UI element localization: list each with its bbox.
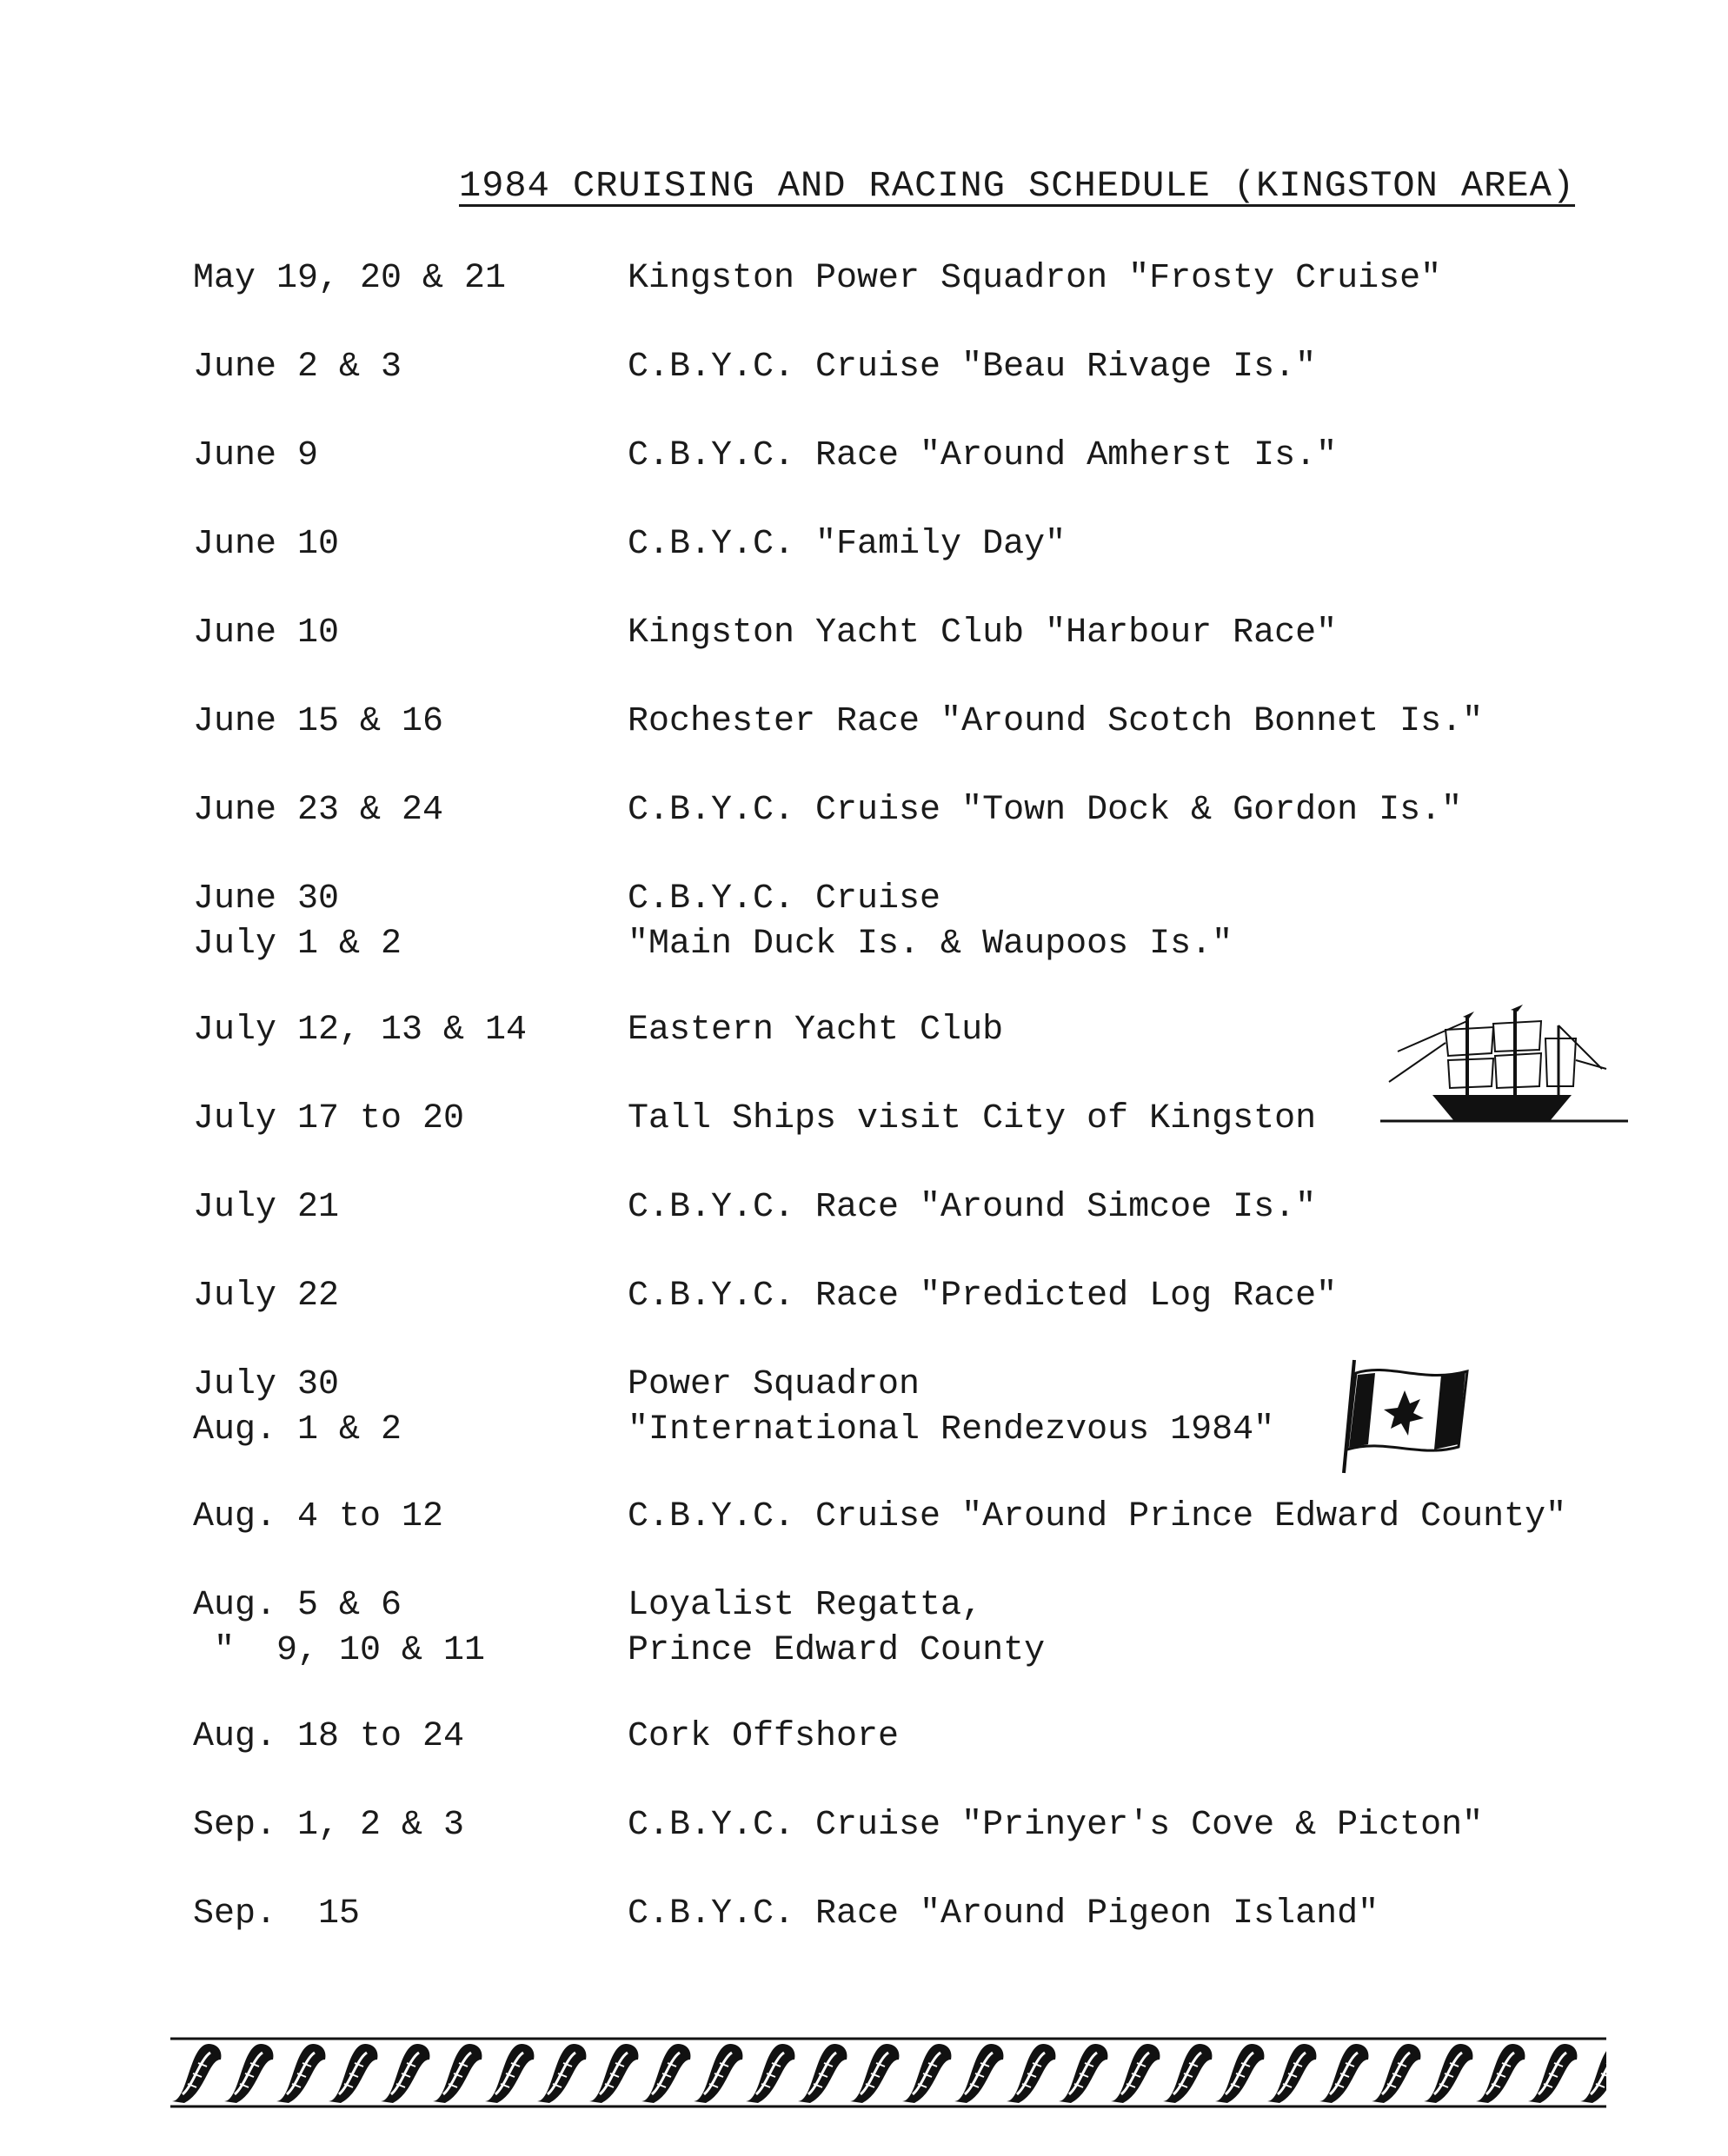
schedule-date: [193, 1274, 610, 1319]
schedule-event: [628, 1495, 1627, 1540]
schedule-event: [628, 788, 1627, 833]
schedule-date-line: June 2 & 3: [193, 348, 402, 387]
schedule-event: [628, 1363, 1627, 1453]
schedule-date-line: June 23 & 24: [193, 791, 444, 830]
schedule-date: [193, 1363, 610, 1453]
schedule-date-line: July 21: [193, 1188, 340, 1227]
schedule-event-line: Kingston Yacht Club "Harbour Race": [628, 614, 1338, 653]
tall-ship-icon: [1372, 999, 1632, 1147]
schedule-event: [628, 1583, 1627, 1674]
schedule-event-line: C.B.Y.C. Cruise "Prinyer's Cove & Picton": [628, 1806, 1484, 1845]
schedule-event-line: C.B.Y.C. Race "Around Simcoe Is.": [628, 1188, 1317, 1227]
schedule-event-line: "Main Duck Is. & Waupoos Is.": [628, 925, 1233, 964]
schedule-event-line: C.B.Y.C. Cruise: [628, 879, 941, 919]
schedule-date: [193, 877, 610, 967]
schedule-date: [193, 1185, 610, 1231]
schedule-event-line: Prince Edward County: [628, 1631, 1046, 1670]
schedule-date: [193, 1097, 610, 1142]
schedule-event-line: C.B.Y.C. Race "Predicted Log Race": [628, 1277, 1338, 1316]
schedule-date-line: July 1 & 2: [193, 925, 402, 964]
schedule-event-line: Tall Ships visit City of Kingston: [628, 1099, 1317, 1138]
schedule-date-line: Aug. 4 to 12: [193, 1497, 444, 1536]
schedule-date-line: July 17 to 20: [193, 1099, 465, 1138]
schedule-event: [628, 522, 1627, 567]
schedule-event: [628, 434, 1627, 479]
schedule-event-line: C.B.Y.C. Cruise "Town Dock & Gordon Is.": [628, 791, 1463, 830]
schedule-event: [628, 1715, 1627, 1760]
schedule-date: [193, 522, 610, 567]
schedule-date-line: June 10: [193, 614, 340, 653]
schedule-date: [193, 1583, 610, 1674]
schedule-event: [628, 1274, 1627, 1319]
schedule-event: [628, 345, 1627, 390]
schedule-event-line: Eastern Yacht Club: [628, 1011, 1004, 1050]
schedule-event-line: C.B.Y.C. Cruise "Beau Rivage Is.": [628, 348, 1317, 387]
schedule-date: [193, 434, 610, 479]
schedule-event: [628, 1803, 1627, 1848]
schedule-date-line: Sep. 1, 2 & 3: [193, 1806, 465, 1845]
schedule-event-line: C.B.Y.C. Cruise "Around Prince Edward County": [628, 1497, 1567, 1536]
schedule-date-line: July 12, 13 & 14: [193, 1011, 528, 1050]
schedule-event-line: Cork Offshore: [628, 1717, 900, 1756]
schedule-date: [193, 345, 610, 390]
schedule-event-line: Loyalist Regatta,: [628, 1586, 983, 1625]
schedule-date: [193, 1715, 610, 1760]
schedule-date-line: Aug. 1 & 2: [193, 1410, 402, 1449]
schedule-date: [193, 611, 610, 656]
schedule-date-line: Aug. 18 to 24: [193, 1717, 465, 1756]
rope-border: [170, 2033, 1606, 2112]
schedule-event: [628, 700, 1627, 745]
schedule-date-line: May 19, 20 & 21: [193, 259, 507, 298]
schedule-date: [193, 788, 610, 833]
schedule-date: [193, 1803, 610, 1848]
schedule-date-line: Sep. 15: [193, 1894, 361, 1934]
schedule-date: [193, 1008, 610, 1053]
schedule-event-line: Rochester Race "Around Scotch Bonnet Is.": [628, 702, 1484, 741]
schedule-date-line: June 30: [193, 879, 340, 919]
schedule-event-line: C.B.Y.C. Race "Around Amherst Is.": [628, 436, 1338, 475]
schedule-event: [628, 256, 1627, 302]
schedule-event-line: C.B.Y.C. Race "Around Pigeon Island": [628, 1894, 1379, 1934]
schedule-event-line: C.B.Y.C. "Family Day": [628, 525, 1067, 564]
schedule-event-line: Power Squadron: [628, 1365, 920, 1404]
schedule-date-line: July 30: [193, 1365, 340, 1404]
schedule-date: [193, 1892, 610, 1937]
schedule-date-line: June 15 & 16: [193, 702, 444, 741]
schedule-event-line: "International Rendezvous 1984": [628, 1410, 1275, 1449]
schedule-event: [628, 611, 1627, 656]
schedule-date-line: June 10: [193, 525, 340, 564]
page-title: 1984 CRUISING AND RACING SCHEDULE (KINGSTON AREA): [459, 165, 1576, 207]
schedule-date: [193, 256, 610, 302]
schedule-date-line: Aug. 5 & 6: [193, 1586, 402, 1625]
schedule-date-line: July 22: [193, 1277, 340, 1316]
canadian-flag-icon: [1337, 1356, 1476, 1477]
schedule-event-line: Kingston Power Squadron "Frosty Cruise": [628, 259, 1442, 298]
schedule-date: [193, 700, 610, 745]
schedule-event: [628, 1185, 1627, 1231]
schedule-date-line: " 9, 10 & 11: [193, 1631, 486, 1670]
schedule-date: [193, 1495, 610, 1540]
schedule-event: [628, 1892, 1627, 1937]
schedule-date-line: June 9: [193, 436, 319, 475]
schedule-event: [628, 877, 1627, 967]
